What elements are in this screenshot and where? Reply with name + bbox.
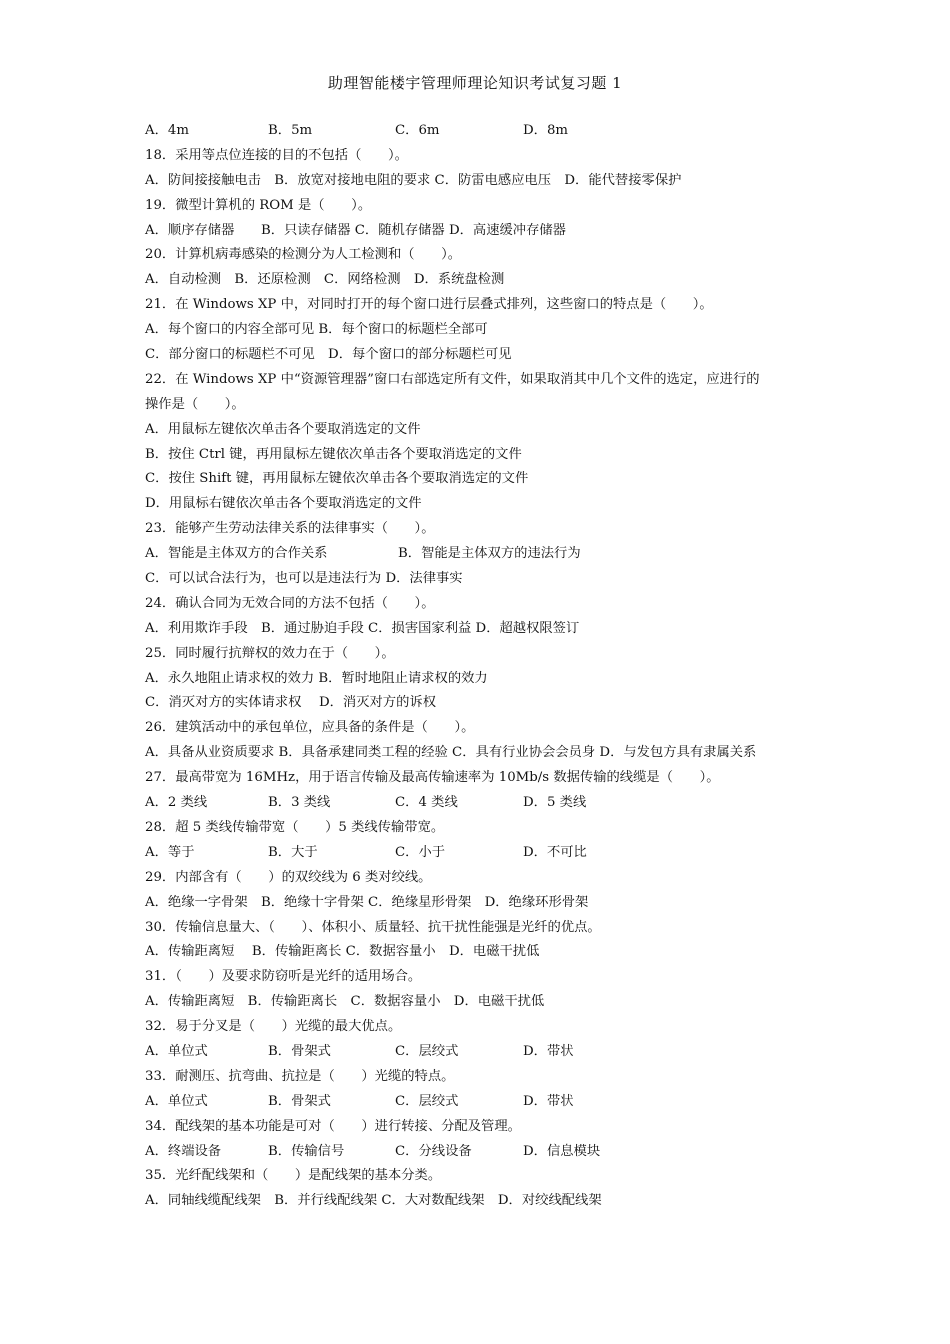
option-c: C．4 类线: [395, 795, 458, 811]
question-32: 32．易于分叉是（ ）光缆的最大优点。: [145, 1019, 402, 1035]
question-28: 28．超 5 类线传输带宽（ ）5 类线传输带宽。: [145, 819, 445, 835]
option-c: C．层绞式: [395, 1093, 459, 1109]
question-33: 33．耐测压、抗弯曲、抗拉是（ ）光缆的特点。: [145, 1068, 455, 1084]
option-a: A．单位式: [145, 1043, 208, 1059]
question-18: 18．采用等点位连接的目的不包括（ ）。: [145, 147, 408, 163]
options-34: [145, 1140, 815, 1165]
options-20: A．自动检测 B．还原检测 C．网络检测 D．系统盘检测: [145, 272, 505, 288]
question-list: [145, 119, 815, 1214]
option-d: D．信息模块: [523, 1143, 601, 1159]
question-24: 24．确认合同为无效合同的方法不包括（ ）。: [145, 595, 435, 611]
options-33: [145, 1090, 815, 1115]
option-c: C．层绞式: [395, 1043, 459, 1059]
option-c: C．6m: [395, 123, 440, 138]
options-21-cd: C．部分窗口的标题栏不可见 D．每个窗口的部分标题栏可见: [145, 347, 512, 363]
option-d: D．不可比: [523, 844, 587, 860]
option-a: A．单位式: [145, 1093, 208, 1109]
option-b: B．5m: [268, 123, 313, 138]
options-28: [145, 841, 815, 866]
question-35: 35．光纤配线架和（ ）是配线架的基本分类。: [145, 1168, 442, 1184]
question-25: 25．同时履行抗辩权的效力在于（ ）。: [145, 645, 395, 661]
options-26: A．具备从业资质要求 B．具备承建同类工程的经验 C．具有行业协会会员身 D．与发包方具有隶属关系: [145, 745, 757, 761]
question-26: 26．建筑活动中的承包单位，应具备的条件是（ ）。: [145, 720, 475, 736]
question-30: 30．传输信息量大、（ ）、体积小、质量轻、抗干扰性能强是光纤的优点。: [145, 919, 601, 935]
option-a: A．2 类线: [145, 795, 208, 811]
option-d: D．8m: [523, 123, 569, 138]
option-22-b: B．按住 Ctrl 键，再用鼠标左键依次单击各个要取消选定的文件: [145, 446, 522, 462]
options-29: A．绝缘一字骨架 B．绝缘十字骨架 C．绝缘星形骨架 D．绝缘环形骨架: [145, 894, 589, 910]
option-a: A．智能是主体双方的合作关系: [145, 546, 328, 562]
option-22-c: C．按住 Shift 键，再用鼠标左键依次单击各个要取消选定的文件: [145, 471, 529, 487]
options-line: [145, 119, 815, 144]
question-29: 29．内部含有（ ）的双绞线为 6 类对绞线。: [145, 869, 432, 885]
option-b: B．3 类线: [268, 795, 331, 811]
options-31: A．传输距离短 B．传输距离长 C．数据容量小 D．电磁干扰低: [145, 994, 545, 1010]
option-22-d: D．用鼠标右键依次单击各个要取消选定的文件: [145, 496, 422, 512]
option-d: D．带状: [523, 1043, 574, 1059]
options-18: A．防间接接触电击 B．放宽对接地电阻的要求 C．防雷电感应电压 D．能代替接零保护: [145, 172, 682, 188]
options-32: [145, 1040, 815, 1065]
option-22-a: A．用鼠标左键依次单击各个要取消选定的文件: [145, 421, 421, 437]
options-21-ab: A．每个窗口的内容全部可见 B．每个窗口的标题栏全部可: [145, 322, 488, 338]
option-d: D．带状: [523, 1093, 574, 1109]
options-23-ab: [145, 542, 815, 567]
option-b: B．大于: [268, 844, 318, 860]
question-20: 20．计算机病毒感染的检测分为人工检测和（ ）。: [145, 247, 462, 263]
question-22-cont: 操作是（ ）。: [145, 396, 245, 412]
options-35: A．同轴线缆配线架 B．并行线配线架 C．大对数配线架 D．对绞线配线架: [145, 1193, 602, 1209]
option-b: B．智能是主体双方的违法行为: [398, 546, 581, 562]
question-22: 22．在 Windows XP 中“资源管理器”窗口右部选定所有文件，如果取消其中几个文件的选定，应进行的: [145, 371, 760, 387]
option-c: C．分线设备: [395, 1143, 472, 1159]
option-a: A．4m: [145, 123, 189, 138]
option-a: A．等于: [145, 844, 195, 860]
option-b: B．骨架式: [268, 1093, 331, 1109]
options-27: [145, 791, 815, 816]
option-b: B．传输信号: [268, 1143, 345, 1159]
question-27: 27．最高带宽为 16MHz，用于语言传输及最高传输速率为 10Mb/s 数据传输的线缆是（ ）。: [145, 770, 720, 786]
options-24: A．利用欺诈手段 B．通过胁迫手段 C．损害国家利益 D．超越权限签订: [145, 620, 580, 636]
question-19: 19．微型计算机的 ROM 是（ ）。: [145, 197, 372, 213]
question-21: 21．在 Windows XP 中，对同时打开的每个窗口进行层叠式排列，这些窗口的特点是（ ）。: [145, 297, 713, 313]
option-d: D．5 类线: [523, 795, 587, 811]
options-30: A．传输距离短 B．传输距离长 C．数据容量小 D．电磁干扰低: [145, 944, 540, 960]
document-title: 助理智能楼宇管理师理论知识考试复习题 1: [327, 74, 623, 92]
options-23-cd: C．可以试合法行为，也可以是违法行为 D．法律事实: [145, 571, 463, 587]
question-23: 23．能够产生劳动法律关系的法律事实（ ）。: [145, 521, 435, 537]
option-c: C．小于: [395, 844, 446, 860]
options-25-cd: C．消灭对方的实体请求权 D．消灭对方的诉权: [145, 695, 436, 711]
question-34: 34．配线架的基本功能是可对（ ）进行转接、分配及管理。: [145, 1118, 521, 1134]
options-25-ab: A．永久地阻止请求权的效力 B．暂时地阻止请求权的效力: [145, 670, 488, 686]
options-19: A．顺序存储器 B．只读存储器 C．随机存储器 D．高速缓冲存储器: [145, 222, 566, 238]
question-31: 31．（ ）及要求防窃听是光纤的适用场合。: [145, 969, 422, 985]
option-a: A．终端设备: [145, 1143, 222, 1159]
option-b: B．骨架式: [268, 1043, 331, 1059]
